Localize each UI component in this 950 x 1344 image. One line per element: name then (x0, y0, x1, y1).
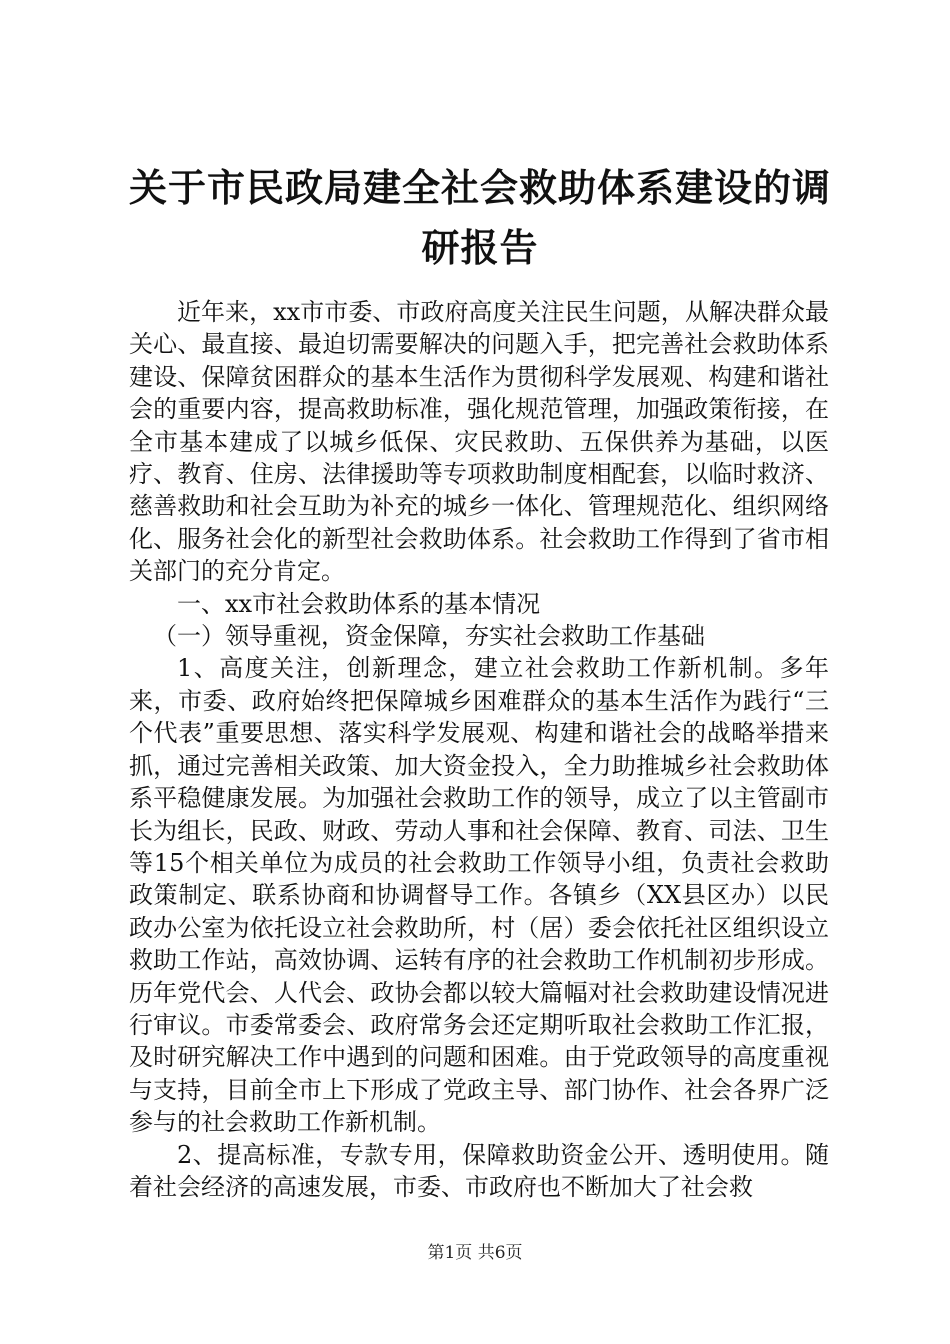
page-footer: 第1页 共6页 (427, 1243, 523, 1263)
body-paragraph: 1、高度关注，创新理念，建立社会救助工作新机制。多年来，市委、政府始终把保障城乡困难群众的基本生活作为践行“三个代表”重要思想、落实科学发展观、构建和谐社会的战略举措来抓，通过完善相关政策、加大资金投入，全力助推城乡社会救助体系平稳健康发展。为加强社会救助工作的领导，成立了以主管副市长为组长，民政、财政、劳动人事和社会保障、教育、司法、卫生等15个相关单位为成员的社会救助工作领导小组，负责社会救助政策制定、联系协商和协调督导工作。各镇乡（XX县区办）以民政办公室为依托设立社会救助所，村（居）委会依托社区组织设立救助工作站，高效协调、运转有序的社会救助工作机制初步形成。历年党代会、人代会、政协会都以较大篇幅对社会救助建设情况进行审议。市委常委会、政府常务会还定期听取社会救助工作汇报，及时研究解决工作中遇到的问题和困难。由于党政领导的高度重视与支持，目前全市上下形成了党政主导、部门协作、社会各界广泛参与的社会救助工作新机制。 (129, 654, 829, 1137)
section-heading: 一、xx市社会救助体系的基本情况 (177, 589, 541, 618)
body-paragraph: 2、提高标准，专款专用，保障救助资金公开、透明使用。随着社会经济的高速发展，市委、市政府也不断加大了社会救 (129, 1140, 829, 1201)
document-body (129, 296, 829, 1203)
intro-paragraph: 近年来，xx市市委、市政府高度关注民生问题，从解决群众最关心、最直接、最迫切需要解决的问题入手，把完善社会救助体系建设、保障贫困群众的基本生活作为贯彻科学发展观、构建和谐社会的重要内容，提高救助标准，强化规范管理，加强政策衔接，在全市基本建成了以城乡低保、灾民救助、五保供养为基础，以医疗、教育、住房、法律援助等专项救助制度相配套，以临时救济、慈善救助和社会互助为补充的城乡一体化、管理规范化、组织网络化、服务社会化的新型社会救助体系。社会救助工作得到了省市相关部门的充分肯定。 (129, 298, 829, 586)
document-title: 关于市民政局建全社会救助体系建设的调研报告 (128, 166, 831, 270)
subsection-heading: （一）领导重视，资金保障，夯实社会救助工作基础 (153, 622, 705, 651)
